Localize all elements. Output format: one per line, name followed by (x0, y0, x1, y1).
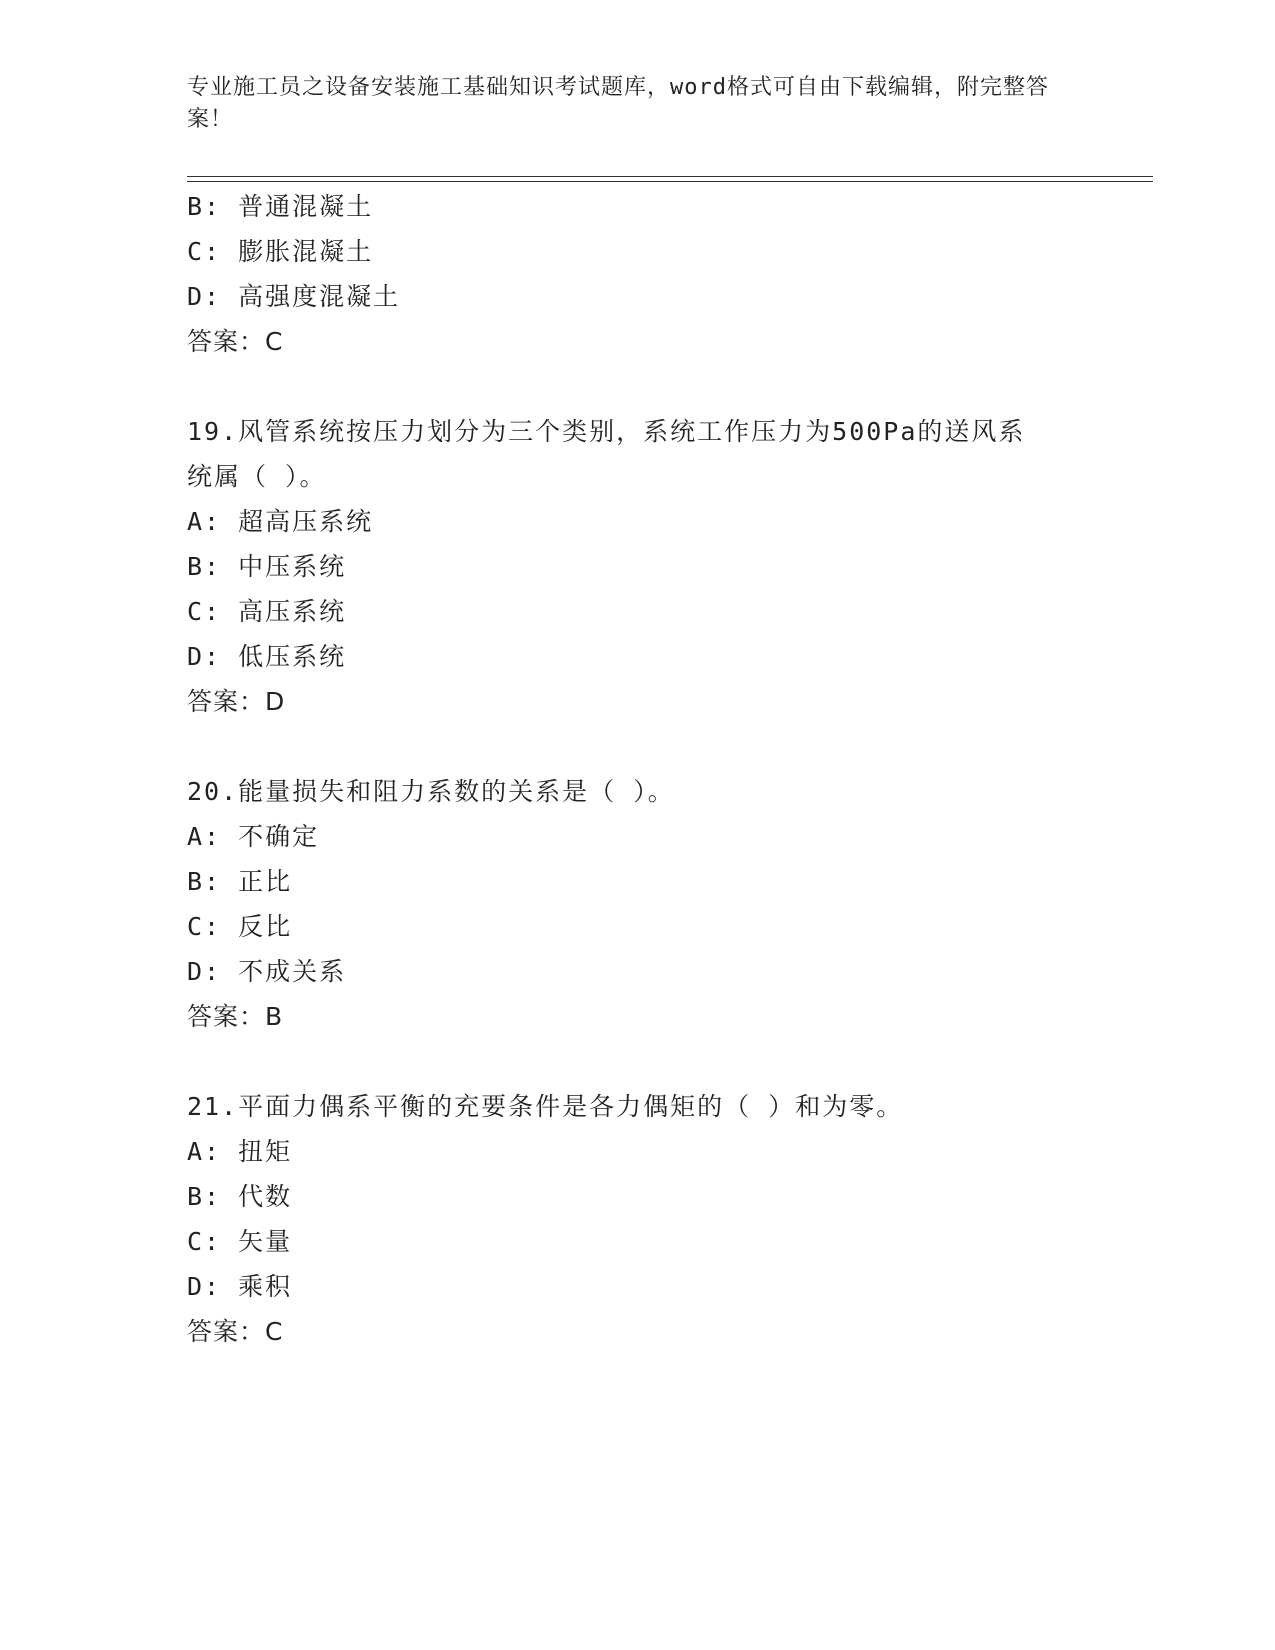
q19-option-d: D: 低压系统 (187, 642, 347, 671)
q19-stem-line-1: 19.风管系统按压力划分为三个类别，系统工作压力为500Pa的送风系 (187, 417, 1026, 446)
q21-stem-line-1: 21.平面力偶系平衡的充要条件是各力偶矩的（ ）和为零。 (187, 1092, 904, 1121)
q19-answer: 答案：D (187, 687, 286, 716)
q18-option-c: C: 膨胀混凝土 (187, 237, 374, 266)
document-header: 专业施工员之设备安装施工基础知识考试题库，word格式可自由下载编辑，附完整答案！ (187, 75, 1049, 132)
q21-option-a: A: 扭矩 (187, 1137, 293, 1166)
q20-answer: 答案：B (187, 1002, 284, 1031)
q21-answer: 答案：C (187, 1317, 284, 1346)
q21-option-c: C: 矢量 (187, 1227, 293, 1256)
q20-option-c: C: 反比 (187, 912, 293, 941)
q20-option-a: A: 不确定 (187, 822, 320, 851)
q20-stem-line-1: 20.能量损失和阻力系数的关系是（ ）。 (187, 777, 675, 806)
q19-stem-line-2: 统属（ ）。 (187, 462, 327, 491)
q21-option-d: D: 乘积 (187, 1272, 293, 1301)
q21-option-b: B: 代数 (187, 1182, 293, 1211)
header-divider-top (187, 176, 1153, 177)
q19-option-c: C: 高压系统 (187, 597, 347, 626)
q19-option-b: B: 中压系统 (187, 552, 347, 581)
header-divider-bottom (187, 181, 1153, 182)
q18-answer: 答案：C (187, 327, 284, 356)
q18-option-d: D: 高强度混凝土 (187, 282, 401, 311)
q19-option-a: A: 超高压系统 (187, 507, 374, 536)
q18-option-b: B: 普通混凝土 (187, 192, 374, 221)
q20-option-d: D: 不成关系 (187, 957, 347, 986)
q20-option-b: B: 正比 (187, 867, 293, 896)
